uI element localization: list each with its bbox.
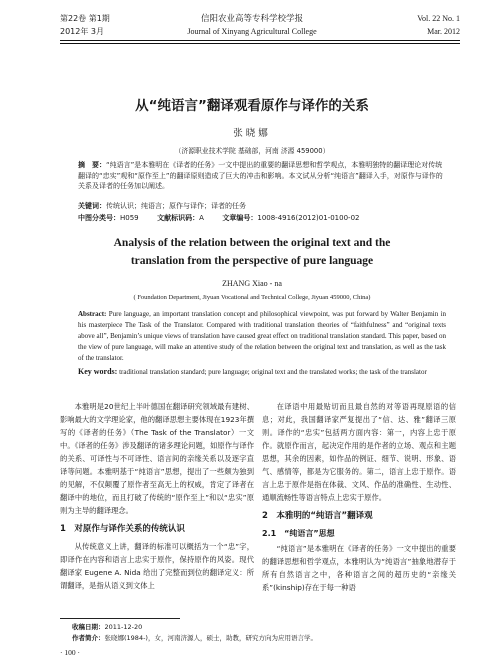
doc-value: A [199,214,204,222]
footnote-author [72,633,317,642]
classification-line [78,213,444,224]
section-2-1-paragraph: “纯语言”是本雅明在《译者的任务》一文中提出的重要的翻译思想和哲学观点，本雅明认为“纯语言”抽象地潜存于所有自然语言之中，各种语言之间的超历史的“亲缘关系”(kinship)存在于每一种语 [262,544,456,592]
section-2-heading: 2 本雅明的“纯语言”翻译观 [262,511,373,521]
author-en: ZHANG Xiao - na [222,279,282,288]
intro-paragraph: 本雅明是20世纪上半叶德国在翻译研究领域最有建树、影响最大的文学理论家，他的翻译思想主要体现在1923年撰写的《译者的任务》（The Task of the Translator）一文中。《译者的任务》涉及翻译的诸多理论问题，如原作与译作的关系、可译性与不可译性、语言间的亲缘关系以及逐字直译等问题。本雅明基于“纯语言”思想，提出了一些颇为独到的见解，不仅颠覆了原作者至高无上的权威，肯定了译者在翻译中的地位，而且打破了传统的“原作至上”和以“忠实”原则为主导的翻译理念。 [60,402,254,515]
header-rule [60,40,460,41]
abstract-cn-label: 摘 要： [78,161,106,169]
author-note-value: 张晓娜(1984-)，女，河南济源人，硕士，助教，研究方向为应用语言学。 [104,634,317,642]
keywords-en-label: Key words: [78,367,118,376]
clc-label: 中图分类号： [78,214,120,222]
header-volume: 第22卷 第1期 [60,14,110,23]
received-value: 2011-12-20 [104,623,143,631]
abstract-en [78,309,446,364]
keywords-cn [78,201,444,212]
page-number: · 100 · [60,648,80,657]
keywords-cn-text: 传统认识；纯语言；原作与译作；译者的任务 [106,202,246,210]
footnote-rule [60,618,180,619]
section-2-1-heading: 2.1 “纯语言”思想 [262,529,335,538]
affiliation-en: ( Foundation Department, Jiyuan Vocational and Technical College, Jiyuan 459000, China) [133,294,371,301]
right-paragraph-1: 在译语中用最贴切而且最自然的对等语再现原语的信息；对此，我国翻译家严复提出了“信、达、雅”翻译三原则。译作的“忠实”包括两方面内容：第一，内容上忠于原作。就原作而言，起决定作用的是作者的立场、观点和主题思想，其余的因素，如作品的例证、细节、说明、形象、语气、感情等，都是为它服务的。第二，语言上忠于原作。语言上忠于原作是指在体裁、文风、作品的准确性、生动性、通顺流畅性等语言特点上忠实于原作。 [262,402,456,502]
title-en: Analysis of the relation between the original text and the translation from the perspective of pure language [113,237,391,267]
header-journal-en: Journal of Xinyang Agricultural College [187,27,317,36]
header-rule-thin [60,43,460,44]
section-1-paragraph: 从传统意义上讲，翻译的标准可以概括为一个“忠”字，即译作在内容和语言上忠实于原作，保持原作的风姿。现代翻译家 Eugene A. Nida 给出了完整而到位的翻译定义：所谓翻译，是指从语义到文体上 [60,542,254,590]
doc-label: 文献标识码： [157,214,200,222]
left-column [60,400,254,592]
abstract-en-text: Pure language, an important translation concept and philosophical viewpoint, was put forward by Walter Benjamin in his masterpiece The Task of the Translator. Compared with traditional translation theories of “faithfulness” and “original texts above all”, Benjamin’s unique views of translation have caused great effect on traditional translation standard. This paper, based on the view of pure language, will make an attentive study of the relation between the original text and translation, as well as the task of the translator. [78,310,447,362]
article-label: 文章编号： [222,214,258,222]
abstract-cn [78,160,444,192]
keywords-en-text: traditional translation standard; pure language; original text and the translated works; the task of the translator [119,368,427,376]
header-date-en: Mar. 2012 [427,27,460,36]
keywords-en [78,366,446,378]
title-cn: 从“纯语言”翻译观看原作与译作的关系 [135,98,369,114]
keywords-cn-label: 关键词： [78,202,106,210]
affiliation-cn: （济源职业技术学院 基础部，河南 济源 459000） [174,147,330,155]
author-cn: 张晓娜 [233,128,271,139]
author-note-label: 作者简介： [72,634,105,642]
right-column [262,400,456,594]
footnote-received [72,622,142,631]
header-date: 2012年 3月 [60,27,104,36]
clc-value: H059 [120,214,139,222]
header-journal-cn: 信阳农业高等专科学校学报 [200,14,303,24]
section-1-heading: 1 对原作与译作关系的传统认识 [60,524,185,534]
abstract-cn-text: “纯语言”是本雅明在《译者的任务》一文中提出的重要的翻译思想和哲学观点，本雅明独特的翻译理论对传统翻译的“忠实”观和“原作至上”的翻译原则造成了巨大的冲击和影响。本文试从分析“纯语言”翻译入手，对原作与译作的关系及译者的任务加以阐述。 [78,161,443,190]
received-label: 收稿日期： [72,623,105,631]
abstract-en-label: Abstract: [78,310,107,318]
article-value: 1008-4916(2012)01-0100-02 [257,214,360,222]
header-volume-en: Vol. 22 No. 1 [417,14,460,23]
